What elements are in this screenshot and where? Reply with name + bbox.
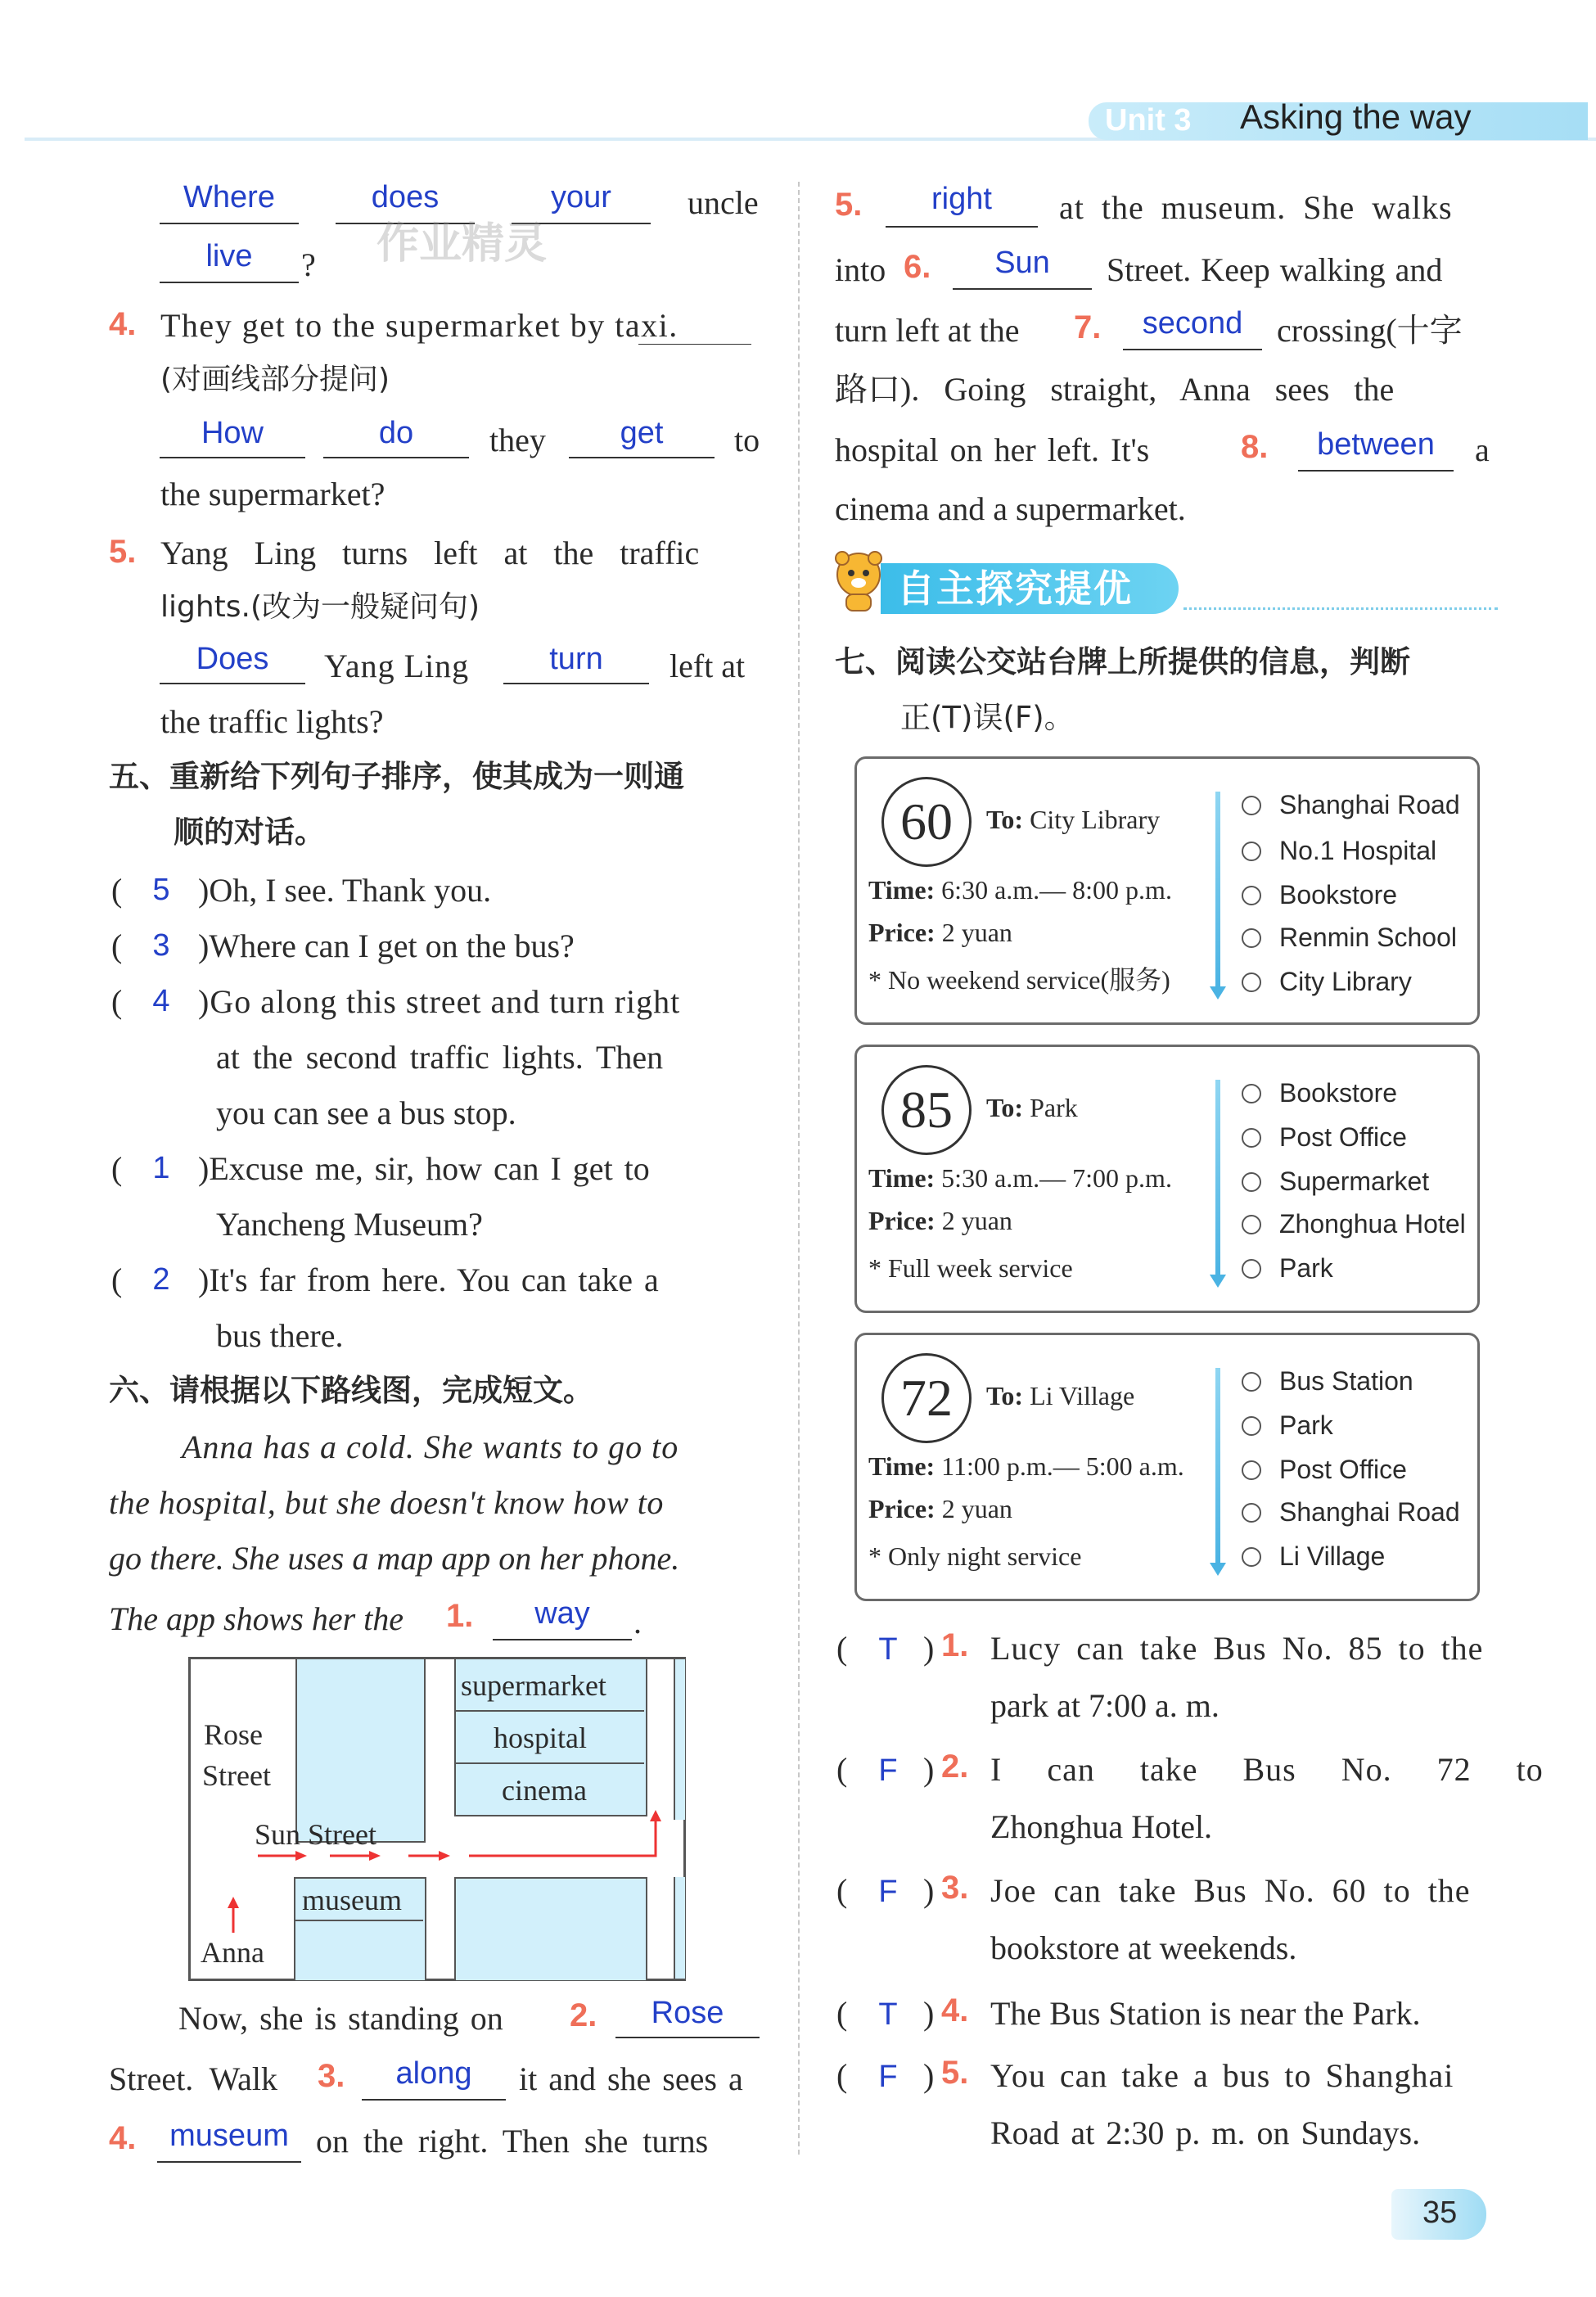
tf-answer-4[interactable]: T	[878, 1997, 898, 2032]
q3-blank-2[interactable]: does	[371, 180, 440, 214]
r-line-6: cinema and a supermarket.	[835, 490, 1186, 527]
r-line-4: 路口). Going straight, Anna sees the	[835, 371, 1395, 408]
bus-route-arrow	[1215, 1368, 1220, 1564]
sec6-blank2-answer[interactable]: Rose	[651, 1996, 724, 2030]
tf-close-1: )	[923, 1630, 935, 1667]
q4-blank-2[interactable]: do	[378, 416, 414, 450]
r-blank6-line	[953, 288, 1092, 290]
bus-sign-72	[854, 1333, 1480, 1601]
q4-underline-taxi	[638, 344, 751, 345]
sec5-line-1: )Oh, I see. Thank you.	[198, 872, 492, 909]
bus-to: To: Li Village	[986, 1381, 1135, 1410]
sec6-blank1-answer[interactable]: way	[534, 1596, 590, 1631]
q5-line-1	[160, 683, 305, 684]
sec5-title-2: 顺的对话。	[174, 815, 325, 850]
sec6-para-3: go there. She uses a map app on her phone.	[109, 1540, 680, 1577]
q5-tail: the traffic lights?	[160, 703, 384, 740]
q5-word-leftat: left at	[670, 648, 746, 684]
sec6-sent-1: Now, she is standing on	[178, 2000, 503, 2037]
q5-text-1: Yang Ling turns left at the traffic	[160, 535, 700, 571]
sec5-paren-2: (	[111, 927, 123, 964]
sec5-line-3b: at the second traffic lights. Then	[216, 1039, 664, 1076]
tf-number-1: 1.	[941, 1627, 969, 1663]
q3-line-1	[160, 223, 299, 224]
r-line-2a: into	[835, 251, 886, 288]
bus-time: Time: 5:30 a.m.— 7:00 p.m.	[868, 1163, 1172, 1193]
bus-stop: Bookstore	[1242, 1080, 1397, 1106]
sec6-blank3-answer[interactable]: along	[395, 2056, 472, 2091]
r-blank8-number: 8.	[1241, 429, 1269, 465]
bus-stop: Shanghai Road	[1242, 1499, 1460, 1525]
r-blank7-number: 7.	[1074, 309, 1102, 345]
q5-blank-2[interactable]: turn	[549, 642, 603, 676]
q3-blank-1[interactable]: Where	[183, 180, 275, 214]
map-label-museum: museum	[302, 1884, 402, 1916]
sec5-paren-5: (	[111, 1261, 123, 1298]
sec6-para-4: The app shows her the	[109, 1600, 404, 1637]
bus-stop: Post Office	[1242, 1456, 1407, 1482]
sec5-line-3c: you can see a bus stop.	[216, 1094, 516, 1131]
bus-stop: Renmin School	[1242, 924, 1457, 950]
sec6-blank3-line	[362, 2099, 506, 2101]
r-blank7-line	[1123, 349, 1262, 350]
bus-to: To: City Library	[986, 805, 1161, 834]
map-label-sun-street: Sun Street	[255, 1818, 376, 1851]
tf-line-2a: I can take Bus No. 72 to	[990, 1751, 1544, 1788]
bus-number: 72	[881, 1353, 972, 1443]
bus-stop: Supermarket	[1242, 1168, 1429, 1194]
banner-title: 自主探究提优	[897, 566, 1133, 611]
bus-price: Price: 2 yuan	[868, 918, 1012, 947]
column-divider	[798, 182, 800, 2155]
sec5-line-5b: bus there.	[216, 1317, 344, 1354]
bus-number: 60	[881, 777, 972, 867]
header-title: Asking the way	[1240, 97, 1472, 136]
sec5-line-5a: )It's far from here. You can take a	[198, 1261, 659, 1298]
tf-paren-4: (	[836, 1995, 848, 2032]
tf-answer-3[interactable]: F	[878, 1875, 898, 1909]
sec6-blank1-period: .	[633, 1604, 642, 1640]
r-blank5-answer[interactable]: right	[931, 182, 992, 216]
bus-route-arrow	[1215, 792, 1220, 988]
r-blank6-answer[interactable]: Sun	[994, 246, 1050, 280]
tf-answer-5[interactable]: F	[878, 2060, 898, 2094]
bus-stop: Zhonghua Hotel	[1242, 1211, 1466, 1237]
map-label-cinema: cinema	[502, 1774, 587, 1807]
bus-stop: Shanghai Road	[1242, 792, 1460, 818]
sec7-title: 七、阅读公交站台牌上所提供的信息，判断	[835, 644, 1410, 679]
banner-dots	[1183, 607, 1498, 610]
tf-answer-1[interactable]: T	[878, 1632, 898, 1667]
sec6-para-2: the hospital, but she doesn't know how to	[109, 1484, 664, 1521]
tf-number-2: 2.	[941, 1749, 969, 1785]
tf-line-1b: park at 7:00 a. m.	[990, 1687, 1220, 1724]
map-label-rose: Rose	[204, 1718, 263, 1751]
bus-note: * Only night service	[868, 1541, 1082, 1571]
tf-close-4: )	[923, 1995, 935, 2032]
q4-number: 4.	[109, 306, 137, 342]
bus-stop: City Library	[1242, 968, 1412, 995]
tf-number-3: 3.	[941, 1870, 969, 1906]
bus-stop: Park	[1242, 1255, 1333, 1281]
map-label-hospital: hospital	[494, 1722, 587, 1754]
sec6-title: 六、请根据以下路线图，完成短文。	[109, 1373, 593, 1408]
tf-number-5: 5.	[941, 2055, 969, 2091]
r-line-5b: a	[1475, 431, 1490, 468]
tiger-icon	[832, 547, 886, 612]
bus-sign-85	[854, 1045, 1480, 1313]
tf-close-5: )	[923, 2057, 935, 2094]
bus-route-arrow	[1215, 1080, 1220, 1276]
map-label-supermarket: supermarket	[461, 1669, 606, 1702]
bus-note: * Full week service	[868, 1253, 1073, 1283]
map-label-street: Street	[202, 1759, 271, 1792]
bus-stop: Bus Station	[1242, 1368, 1413, 1394]
q4-blank-1[interactable]: How	[201, 416, 264, 450]
tf-paren-3: (	[836, 1872, 848, 1909]
sec5-answer-4[interactable]: 1	[152, 1151, 170, 1185]
q3-word-uncle: uncle	[688, 184, 759, 221]
sec5-paren-3: (	[111, 983, 123, 1020]
sec6-sent-4: on the right. Then she turns	[316, 2123, 709, 2159]
q4-line-1	[160, 457, 305, 458]
sec5-line-3a: )Go along this street and turn right	[198, 983, 681, 1020]
sec5-paren-4: (	[111, 1150, 123, 1187]
page-number: 35	[1422, 2195, 1458, 2230]
sec5-title: 五、重新给下列句子排序，使其成为一则通	[109, 759, 684, 794]
sec6-blank4-line	[157, 2161, 301, 2163]
sec6-blank2-line	[615, 2037, 760, 2038]
sec6-blank2-number: 2.	[570, 1997, 597, 2033]
sec5-answer-1[interactable]: 5	[152, 873, 170, 907]
sec5-line-2: )Where can I get on the bus?	[198, 927, 575, 964]
r-line-2b: Street. Keep walking and	[1107, 251, 1443, 288]
q4-blank-3[interactable]: get	[620, 416, 664, 450]
tf-line-3a: Joe can take Bus No. 60 to the	[990, 1872, 1471, 1909]
tf-line-3b: bookstore at weekends.	[990, 1929, 1297, 1966]
tf-close-2: )	[923, 1751, 935, 1788]
q4-note: (对画线部分提问)	[160, 363, 390, 396]
r-blank8-answer[interactable]: between	[1317, 427, 1435, 462]
bus-stop: Li Village	[1242, 1543, 1385, 1569]
map-route-arrows	[191, 1659, 683, 1979]
q3-question-mark: ?	[301, 246, 316, 283]
sec6-sent-3: it and she sees a	[519, 2060, 743, 2097]
bus-number: 85	[881, 1065, 972, 1155]
sec6-para-1: Anna has a cold. She wants to go to	[182, 1428, 679, 1465]
q5-text-2: lights.(改为一般疑问句)	[160, 590, 480, 624]
sec6-blank4-answer[interactable]: museum	[169, 2119, 289, 2153]
r-line-5a: hospital on her left. It's	[835, 431, 1150, 468]
sec6-blank3-number: 3.	[318, 2058, 345, 2094]
sec6-sent-2: Street. Walk	[109, 2060, 277, 2097]
q4-tail: the supermarket?	[160, 476, 385, 512]
tf-line-2b: Zhonghua Hotel.	[990, 1808, 1213, 1845]
sec5-line-4b: Yancheng Museum?	[216, 1206, 483, 1243]
tf-line-4a: The Bus Station is near the Park.	[990, 1995, 1421, 2032]
q4-text: They get to the supermarket by taxi.	[160, 307, 679, 344]
tf-paren-1: (	[836, 1630, 848, 1667]
bus-stop: Post Office	[1242, 1124, 1407, 1150]
tf-answer-2[interactable]: F	[878, 1753, 898, 1788]
bus-price: Price: 2 yuan	[868, 1206, 1012, 1235]
map-label-anna: Anna	[201, 1936, 264, 1969]
bus-note: * No weekend service(服务)	[868, 965, 1170, 995]
tf-paren-5: (	[836, 2057, 848, 2094]
bus-sign-60	[854, 756, 1480, 1025]
r-blank7-answer[interactable]: second	[1142, 306, 1243, 341]
q5-line-2	[503, 683, 649, 684]
tf-line-5a: You can take a bus to Shanghai	[990, 2057, 1454, 2094]
r-blank5-line	[886, 226, 1038, 228]
q4-line-3	[569, 457, 715, 458]
sec6-blank4-number: 4.	[109, 2120, 137, 2156]
r-blank6-number: 6.	[904, 249, 931, 285]
q3-line-4	[160, 282, 299, 283]
bus-price: Price: 2 yuan	[868, 1494, 1012, 1523]
bus-stop: No.1 Hospital	[1242, 837, 1436, 864]
q4-word-to: to	[734, 422, 760, 458]
q4-line-2	[323, 457, 469, 458]
tf-line-1a: Lucy can take Bus No. 85 to the	[990, 1630, 1484, 1667]
sec5-answer-5[interactable]: 2	[152, 1262, 170, 1297]
sec7-title-2: 正(T)误(F)。	[900, 700, 1075, 735]
q5-number: 5.	[109, 534, 137, 570]
header-unit: Unit 3	[1105, 103, 1192, 138]
bus-time: Time: 6:30 a.m.— 8:00 p.m.	[868, 875, 1172, 905]
route-map	[188, 1657, 686, 1981]
q3-blank-4[interactable]: live	[205, 239, 253, 273]
tf-line-5b: Road at 2:30 p. m. on Sundays.	[990, 2114, 1421, 2151]
q5-word-yangling: Yang Ling	[324, 648, 470, 684]
tf-close-3: )	[923, 1872, 935, 1909]
q4-word-they: they	[489, 422, 546, 458]
q5-blank-1[interactable]: Does	[196, 642, 269, 676]
sec5-answer-2[interactable]: 3	[152, 928, 170, 963]
sec6-blank1-line	[493, 1639, 632, 1640]
tf-paren-2: (	[836, 1751, 848, 1788]
sec5-paren-1: (	[111, 872, 123, 909]
watermark: 作业精灵	[376, 219, 548, 269]
r-blank8-line	[1298, 470, 1454, 472]
r-blank5-number: 5.	[835, 187, 863, 223]
bus-time: Time: 11:00 p.m.— 5:00 a.m.	[868, 1451, 1184, 1481]
sec5-answer-3[interactable]: 4	[152, 984, 170, 1018]
r-line-1: at the museum. She walks	[1059, 189, 1453, 226]
sec6-blank1-number: 1.	[446, 1598, 474, 1634]
bus-stop: Park	[1242, 1412, 1333, 1438]
tf-number-4: 4.	[941, 1992, 969, 2028]
r-line-3a: turn left at the	[835, 312, 1020, 349]
bus-stop: Bookstore	[1242, 882, 1397, 908]
q3-blank-3[interactable]: your	[551, 180, 611, 214]
bus-to: To: Park	[986, 1093, 1078, 1122]
r-line-3b: crossing(十字	[1277, 312, 1463, 349]
sec5-line-4a: )Excuse me, sir, how can I get to	[198, 1150, 650, 1187]
